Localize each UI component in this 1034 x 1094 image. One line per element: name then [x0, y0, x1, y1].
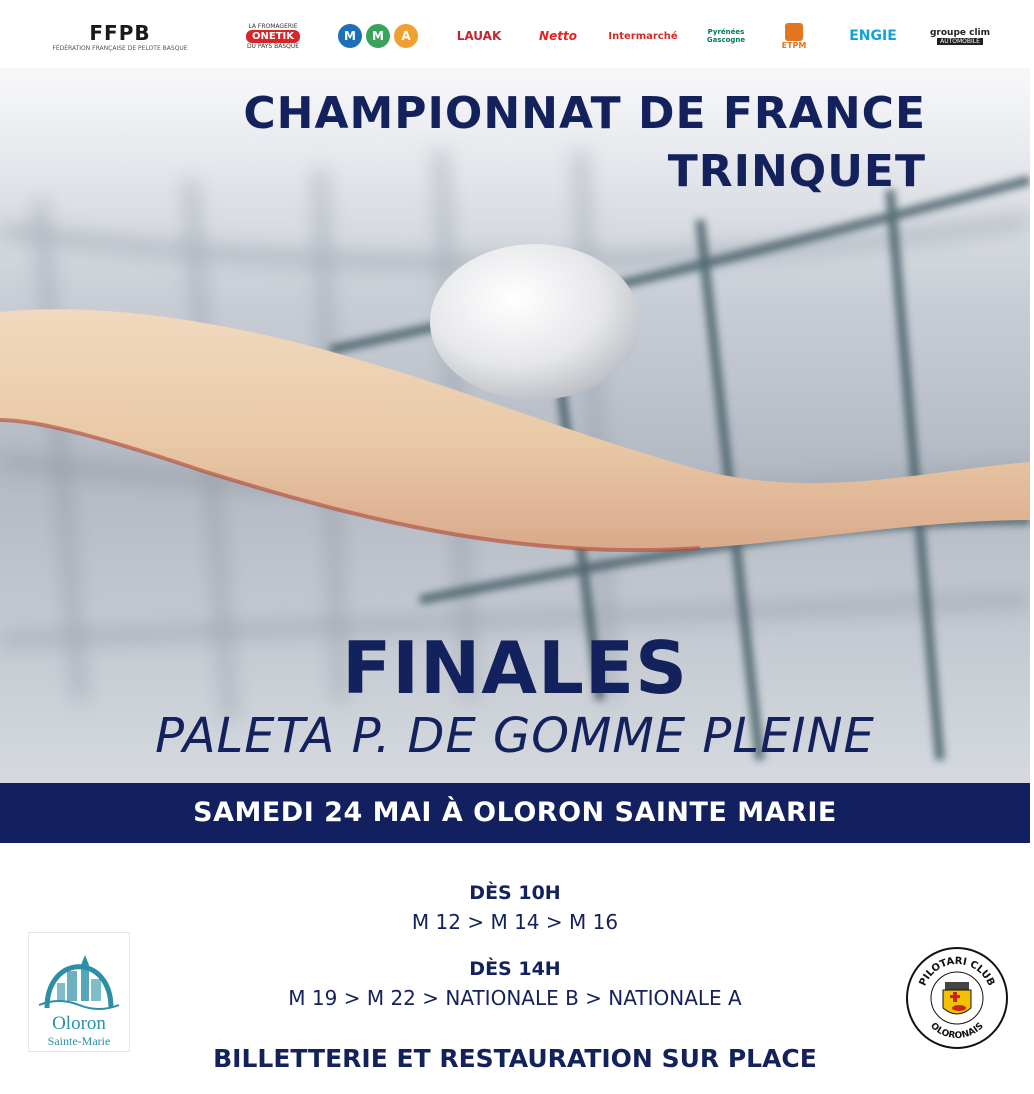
mma-logo: M M A — [330, 20, 426, 52]
svg-text:OLORONAIS: OLORONAIS — [928, 1021, 986, 1042]
credit-agricole-logo: Pyrénées Gascogne — [706, 28, 746, 44]
pilotari-club-logo — [905, 946, 1009, 1050]
schedule-time-1: DÈS 10H — [469, 882, 561, 904]
etpm-logo: ETPM — [776, 20, 812, 52]
pelota-ball — [430, 244, 640, 400]
netto-logo: Netto — [539, 29, 577, 43]
footer-ticketing: BILLETTERIE ET RESTAURATION SUR PLACE — [213, 1044, 817, 1073]
date-band — [0, 783, 1030, 843]
ffpb-logo: FFPB FÉDÉRATION FRANÇAISE DE PELOTE BASQUE — [52, 20, 188, 52]
onetik-logo: LA FROMAGERIE ONETIK DU PAYS BASQUE — [246, 22, 300, 50]
svg-text:PILOTARI CLUB: PILOTARI CLUB — [917, 955, 997, 988]
sainte-marie-name: Sainte-Marie — [47, 1034, 111, 1048]
groupe-clim-logo: groupe clim AUTOMOBILE — [929, 27, 991, 45]
headline-finales: FINALES — [342, 626, 688, 710]
schedule-time-2: DÈS 14H — [469, 958, 561, 980]
lauak-logo: LAUAK — [456, 29, 502, 43]
schedule-categories-1: M 12 > M 14 > M 16 — [411, 910, 619, 934]
date-location-text: SAMEDI 24 MAI À OLORON SAINTE MARIE — [193, 797, 837, 828]
engie-logo: ENGIE — [849, 28, 897, 44]
subtitle-discipline: PALETA P. DE GOMME PLEINE — [155, 708, 875, 764]
oloron-name: Oloron — [52, 1013, 106, 1034]
intermarche-logo: Intermarché — [608, 30, 678, 42]
title-line-1: CHAMPIONNAT DE FRANCE — [243, 88, 926, 139]
sponsor-strip — [0, 0, 1030, 68]
oloron-town-icon — [29, 933, 129, 1013]
schedule-categories-2: M 19 > M 22 > NATIONALE B > NATIONALE A — [288, 986, 742, 1010]
title-line-2: TRINQUET — [667, 146, 926, 197]
oloron-sainte-marie-logo — [28, 932, 130, 1052]
